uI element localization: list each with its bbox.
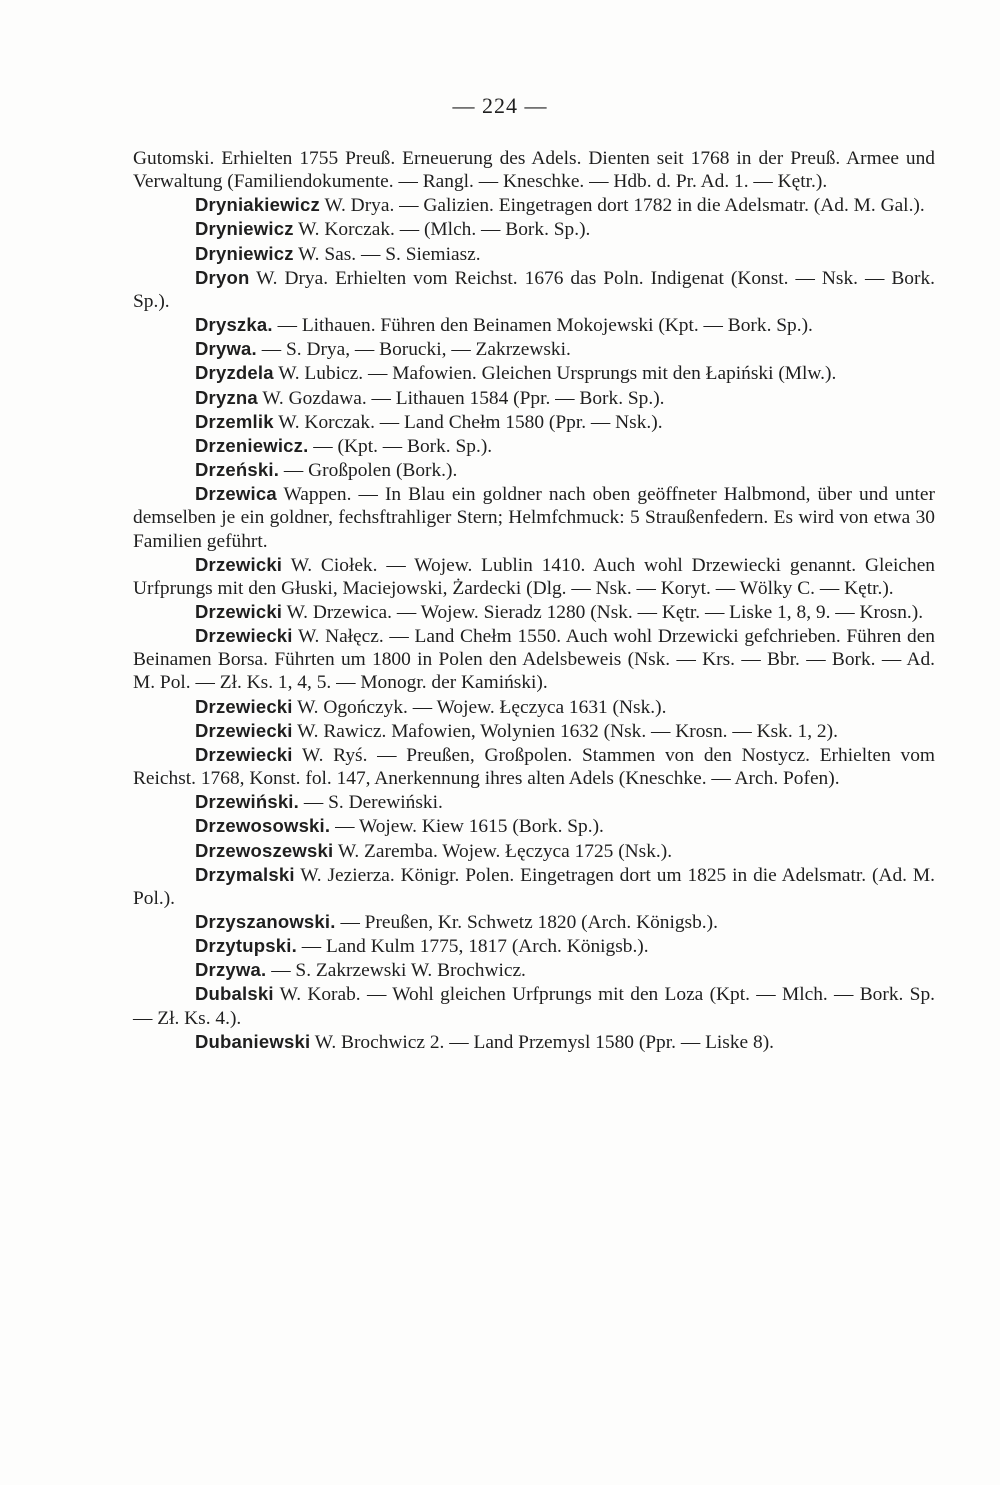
entry-headword: Dryon	[195, 266, 250, 288]
entry-headword: Drzewiecki	[195, 719, 293, 741]
entry-text: W. Ciołek. — Wojew. Lublin 1410. Auch wohl Drzewiecki genannt. Gleichen Urfprungs mit den Głuski, Maciejowski, Żardecki (Dlg. — Nsk. — Koryt. — Wölky C. — Kętr.).	[133, 554, 936, 599]
entry	[133, 217, 935, 241]
entry-headword: Drzemlik	[195, 410, 274, 432]
entry-text: W. Ogończyk. — Wojew. Łęczyca 1631 (Nsk.).	[297, 696, 667, 718]
entry-text: W. Drzewica. — Wojew. Sieradz 1280 (Nsk. — Kętr. — Liske 1, 8, 9. — Krosn.).	[286, 601, 924, 623]
entry	[133, 386, 935, 410]
entry	[133, 1030, 935, 1054]
entry-headword: Dryniewicz	[195, 242, 294, 264]
entry	[133, 910, 935, 934]
entry	[133, 242, 935, 266]
entry-text: Gutomski. Erhielten 1755 Preuß. Erneuerung des Adels. Dienten seit 1768 in der Preuß. Armee und Verwaltung (Familiendokumente. — Rangl. — Kneschke. — Hdb. d. Pr. Ad. 1. — Kętr.).	[133, 148, 935, 193]
entry	[133, 934, 935, 958]
entry-text: W. Korczak. — (Mlch. — Bork. Sp.).	[298, 219, 591, 241]
entry-text: Wappen. — In Blau ein goldner nach oben geöffneter Halbmond, über und unter demselben je ein goldner, fechsftrahliger Stern; Helmfchmuck: 5 Straußenfedern. Es wird von etwa 30 Familien geführt.	[133, 484, 935, 552]
entry-headword: Drzywa.	[195, 959, 267, 981]
entry	[133, 193, 935, 217]
entry-headword: Drzymalski	[195, 863, 295, 885]
entry-headword: Drzeniewicz.	[195, 434, 309, 456]
entry-headword: Dryzna	[195, 386, 258, 408]
entry-text: W. Korczak. — Land Chełm 1580 (Ppr. — Nsk.).	[278, 411, 663, 433]
entry-text: — Lithauen. Führen den Beinamen Mokojewski (Kpt. — Bork. Sp.).	[277, 315, 813, 337]
entry	[133, 482, 935, 552]
entry-text: W. Nałęcz. — Land Chełm 1550. Auch wohl Drzewicki gefchrieben. Führen den Beinamen Borsa. Führten um 1800 in Polen den Adelsbeweis (Nsk. — Krs. — Bbr. — Bork. — Ad. M. Pol. — Zł. Ks. 1, 4, 5. — Monogr. der Kamiński).	[133, 626, 935, 694]
entry-headword: Drzewiecki	[195, 625, 293, 647]
entry	[133, 553, 935, 600]
entry-headword: Drzewica	[195, 483, 277, 505]
entry	[133, 313, 935, 337]
entry-headword: Dryzdela	[195, 362, 274, 384]
entry-text: — Preußen, Kr. Schwetz 1820 (Arch. Königsb.).	[340, 912, 718, 933]
entry-text: — S. Derewiński.	[303, 792, 443, 814]
entry-headword: Drzewoszewski	[195, 839, 334, 861]
entry-headword: Drzewiński.	[195, 791, 299, 813]
entry-headword: Drzeński.	[195, 459, 280, 481]
entry-headword: Drzewicki	[195, 553, 283, 575]
entry-text: — S. Zakrzewski W. Brochwicz.	[271, 960, 526, 982]
entry	[133, 266, 935, 313]
entry	[133, 790, 935, 814]
entry-headword: Dubaniewski	[195, 1030, 311, 1052]
entry-text: W. Jezierza. Königr. Polen. Eingetragen dort um 1825 in die Adelsmatr. (Ad. M. Pol.).	[133, 864, 935, 909]
entry-headword: Drzytupski.	[195, 935, 297, 957]
entry-headword: Dryniewicz	[195, 218, 294, 240]
entry-headword: Dryszka.	[195, 314, 273, 336]
entry	[133, 337, 935, 361]
page-number: — 224 —	[452, 93, 548, 118]
entry-text: W. Zaremba. Wojew. Łęczyca 1725 (Nsk.).	[337, 840, 673, 862]
entry	[133, 814, 935, 838]
entry	[133, 410, 935, 434]
entry	[133, 863, 935, 910]
entry	[133, 719, 935, 743]
entry-text: W. Ryś. — Preußen, Großpolen. Stammen von den Nostycz. Erhielten vom Reichst. 1768, Konst. fol. 147, Anerkennung ihres alten Adels (Kneschke. — Arch. Pofen).	[133, 744, 935, 790]
entry	[133, 695, 935, 719]
entry	[133, 743, 935, 790]
entry	[133, 458, 935, 482]
entry-text: W. Sas. — S. Siemiasz.	[298, 243, 481, 265]
entry-headword: Drzewosowski.	[195, 815, 331, 837]
entry-text: W. Brochwicz 2. — Land Przemysl 1580 (Ppr. — Liske 8).	[314, 1031, 774, 1053]
entry	[133, 147, 935, 193]
entry-headword: Drzyszanowski.	[195, 911, 336, 932]
entry	[133, 361, 935, 385]
entry	[133, 434, 935, 458]
entry-text: W. Gozdawa. — Lithauen 1584 (Ppr. — Bork. Sp.).	[262, 387, 665, 409]
entry	[133, 958, 935, 982]
entry-text: — (Kpt. — Bork. Sp.).	[313, 435, 493, 457]
entry-headword: Dryniakiewicz	[195, 194, 320, 216]
entry-text: — S. Drya, — Borucki, — Zakrzewski.	[261, 339, 571, 361]
entry	[133, 982, 935, 1029]
entry-headword: Drywa.	[195, 338, 257, 360]
entry-headword: Drzewiecki	[195, 695, 293, 717]
entry-list	[133, 147, 935, 1054]
entry-headword: Drzewiecki	[195, 743, 293, 765]
entry-text: — Wojew. Kiew 1615 (Bork. Sp.).	[335, 816, 604, 838]
entry-text: W. Drya. — Galizien. Eingetragen dort 1782 in die Adelsmatr. (Ad. M. Gal.).	[324, 195, 925, 217]
entry	[133, 839, 935, 863]
entry	[133, 624, 935, 694]
entry-text: W. Drya. Erhielten vom Reichst. 1676 das Poln. Indigenat (Konst. — Nsk. — Bork. Sp.).	[133, 267, 936, 312]
entry-headword: Dubalski	[195, 983, 274, 1005]
entry-text: W. Lubicz. — Mafowien. Gleichen Ursprungs mit den Łapiński (Mlw.).	[278, 363, 837, 385]
entry-text: — Großpolen (Bork.).	[283, 460, 458, 482]
entry-text: W. Korab. — Wohl gleichen Urfprungs mit den Loza (Kpt. — Mlch. — Bork. Sp. — Zł. Ks. 4.).	[133, 984, 935, 1029]
entry	[133, 600, 935, 624]
entry-text: — Land Kulm 1775, 1817 (Arch. Königsb.).	[301, 936, 649, 958]
entry-headword: Drzewicki	[195, 600, 283, 622]
entry-text: W. Rawicz. Mafowien, Wolynien 1632 (Nsk. — Krosn. — Ksk. 1, 2).	[297, 720, 838, 742]
